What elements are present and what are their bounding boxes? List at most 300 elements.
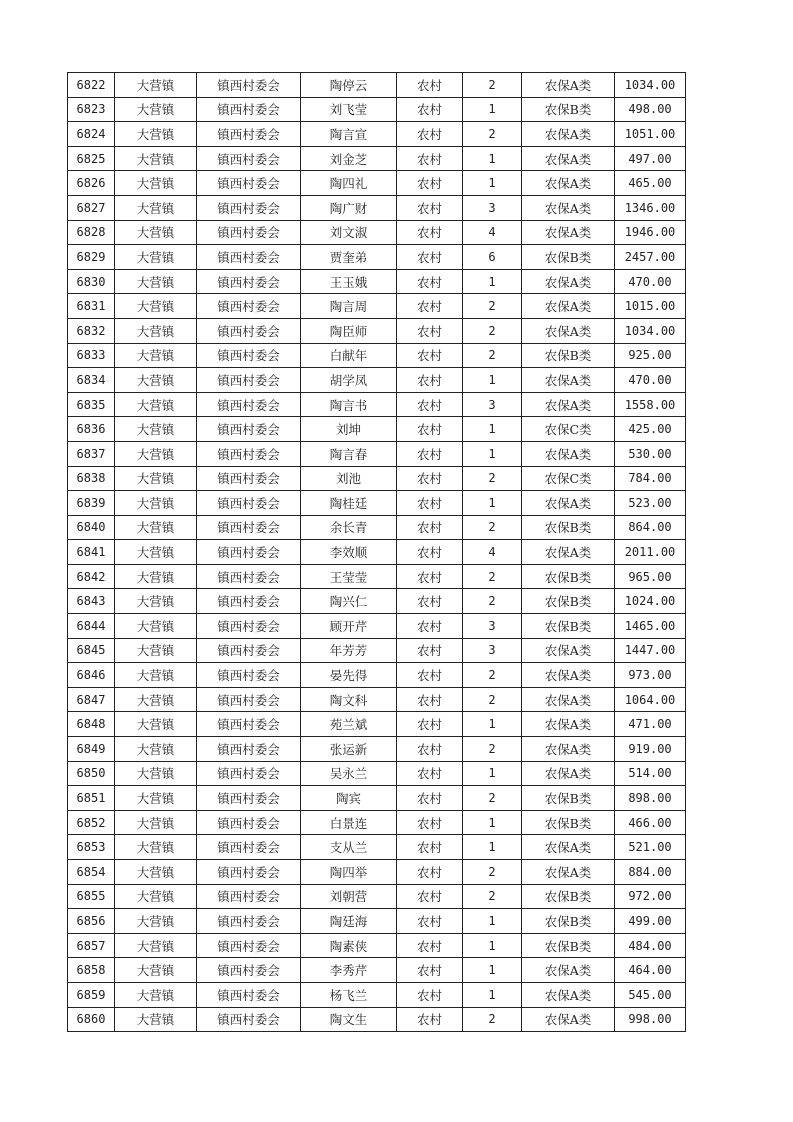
town-cell: 大营镇 <box>115 589 197 614</box>
amount-cell: 919.00 <box>615 737 686 762</box>
town-cell: 大营镇 <box>115 392 197 417</box>
village-committee-cell: 镇西村委会 <box>197 614 301 639</box>
village-committee-cell: 镇西村委会 <box>197 491 301 516</box>
village-committee-cell: 镇西村委会 <box>197 441 301 466</box>
insurance-category-cell: 农保A类 <box>522 638 615 663</box>
insurance-category-cell: 农保B类 <box>522 909 615 934</box>
person-count-cell: 1 <box>463 491 522 516</box>
person-count-cell: 1 <box>463 933 522 958</box>
household-type-cell: 农村 <box>397 933 463 958</box>
name-cell: 陶文生 <box>301 1007 397 1032</box>
insurance-category-cell: 农保C类 <box>522 466 615 491</box>
row-number-cell: 6858 <box>68 958 115 983</box>
person-count-cell: 3 <box>463 638 522 663</box>
household-type-cell: 农村 <box>397 368 463 393</box>
table-row <box>68 958 686 983</box>
table-row <box>68 687 686 712</box>
town-cell: 大营镇 <box>115 909 197 934</box>
person-count-cell: 2 <box>463 687 522 712</box>
village-committee-cell: 镇西村委会 <box>197 392 301 417</box>
name-cell: 余长青 <box>301 515 397 540</box>
household-type-cell: 农村 <box>397 761 463 786</box>
table-row <box>68 441 686 466</box>
table-row <box>68 318 686 343</box>
household-type-cell: 农村 <box>397 122 463 147</box>
name-cell: 李效顺 <box>301 540 397 565</box>
amount-cell: 1015.00 <box>615 294 686 319</box>
town-cell: 大营镇 <box>115 97 197 122</box>
village-committee-cell: 镇西村委会 <box>197 417 301 442</box>
town-cell: 大营镇 <box>115 884 197 909</box>
person-count-cell: 1 <box>463 958 522 983</box>
town-cell: 大营镇 <box>115 491 197 516</box>
village-committee-cell: 镇西村委会 <box>197 1007 301 1032</box>
household-type-cell: 农村 <box>397 884 463 909</box>
row-number-cell: 6826 <box>68 171 115 196</box>
insurance-category-cell: 农保A类 <box>522 294 615 319</box>
town-cell: 大营镇 <box>115 614 197 639</box>
name-cell: 陶言周 <box>301 294 397 319</box>
insurance-category-cell: 农保B类 <box>522 343 615 368</box>
town-cell: 大营镇 <box>115 687 197 712</box>
amount-cell: 466.00 <box>615 810 686 835</box>
amount-cell: 998.00 <box>615 1007 686 1032</box>
insurance-category-cell: 农保A类 <box>522 441 615 466</box>
person-count-cell: 3 <box>463 392 522 417</box>
name-cell: 王莹莹 <box>301 564 397 589</box>
village-committee-cell: 镇西村委会 <box>197 712 301 737</box>
table-row <box>68 835 686 860</box>
village-committee-cell: 镇西村委会 <box>197 687 301 712</box>
name-cell: 白景连 <box>301 810 397 835</box>
town-cell: 大营镇 <box>115 441 197 466</box>
household-type-cell: 农村 <box>397 417 463 442</box>
town-cell: 大营镇 <box>115 171 197 196</box>
table-row <box>68 73 686 98</box>
insurance-category-cell: 农保A类 <box>522 269 615 294</box>
village-committee-cell: 镇西村委会 <box>197 122 301 147</box>
table-row <box>68 269 686 294</box>
row-number-cell: 6860 <box>68 1007 115 1032</box>
insurance-category-cell: 农保B类 <box>522 97 615 122</box>
amount-cell: 1946.00 <box>615 220 686 245</box>
table-row <box>68 97 686 122</box>
town-cell: 大营镇 <box>115 343 197 368</box>
amount-cell: 471.00 <box>615 712 686 737</box>
village-committee-cell: 镇西村委会 <box>197 269 301 294</box>
town-cell: 大营镇 <box>115 737 197 762</box>
name-cell: 陶四礼 <box>301 171 397 196</box>
table-row <box>68 343 686 368</box>
village-committee-cell: 镇西村委会 <box>197 368 301 393</box>
table-row <box>68 564 686 589</box>
name-cell: 刘坤 <box>301 417 397 442</box>
household-type-cell: 农村 <box>397 540 463 565</box>
amount-cell: 1034.00 <box>615 73 686 98</box>
amount-cell: 530.00 <box>615 441 686 466</box>
insurance-category-cell: 农保A类 <box>522 663 615 688</box>
name-cell: 陶停云 <box>301 73 397 98</box>
village-committee-cell: 镇西村委会 <box>197 343 301 368</box>
household-type-cell: 农村 <box>397 786 463 811</box>
amount-cell: 1051.00 <box>615 122 686 147</box>
table-row <box>68 638 686 663</box>
amount-cell: 1034.00 <box>615 318 686 343</box>
row-number-cell: 6855 <box>68 884 115 909</box>
town-cell: 大营镇 <box>115 245 197 270</box>
row-number-cell: 6849 <box>68 737 115 762</box>
name-cell: 胡学凤 <box>301 368 397 393</box>
town-cell: 大营镇 <box>115 638 197 663</box>
name-cell: 白献年 <box>301 343 397 368</box>
household-type-cell: 农村 <box>397 515 463 540</box>
name-cell: 陶宾 <box>301 786 397 811</box>
table-body <box>68 73 686 1032</box>
name-cell: 陶文科 <box>301 687 397 712</box>
name-cell: 顾开芹 <box>301 614 397 639</box>
village-committee-cell: 镇西村委会 <box>197 884 301 909</box>
household-type-cell: 农村 <box>397 220 463 245</box>
village-committee-cell: 镇西村委会 <box>197 860 301 885</box>
name-cell: 刘文淑 <box>301 220 397 245</box>
person-count-cell: 1 <box>463 835 522 860</box>
person-count-cell: 4 <box>463 220 522 245</box>
insurance-category-cell: 农保B类 <box>522 786 615 811</box>
row-number-cell: 6831 <box>68 294 115 319</box>
amount-cell: 884.00 <box>615 860 686 885</box>
table-row <box>68 195 686 220</box>
amount-cell: 2011.00 <box>615 540 686 565</box>
table-row <box>68 712 686 737</box>
amount-cell: 973.00 <box>615 663 686 688</box>
household-type-cell: 农村 <box>397 441 463 466</box>
amount-cell: 514.00 <box>615 761 686 786</box>
table-row <box>68 1007 686 1032</box>
amount-cell: 1558.00 <box>615 392 686 417</box>
name-cell: 年芳芳 <box>301 638 397 663</box>
household-type-cell: 农村 <box>397 564 463 589</box>
name-cell: 刘金芝 <box>301 146 397 171</box>
row-number-cell: 6846 <box>68 663 115 688</box>
row-number-cell: 6834 <box>68 368 115 393</box>
household-type-cell: 农村 <box>397 614 463 639</box>
person-count-cell: 2 <box>463 343 522 368</box>
person-count-cell: 1 <box>463 368 522 393</box>
village-committee-cell: 镇西村委会 <box>197 220 301 245</box>
village-committee-cell: 镇西村委会 <box>197 982 301 1007</box>
table-row <box>68 540 686 565</box>
row-number-cell: 6844 <box>68 614 115 639</box>
name-cell: 陶桂廷 <box>301 491 397 516</box>
person-count-cell: 1 <box>463 441 522 466</box>
table-row <box>68 884 686 909</box>
insurance-category-cell: 农保B类 <box>522 589 615 614</box>
household-type-cell: 农村 <box>397 269 463 294</box>
name-cell: 陶言书 <box>301 392 397 417</box>
row-number-cell: 6833 <box>68 343 115 368</box>
town-cell: 大营镇 <box>115 73 197 98</box>
insurance-category-cell: 农保B类 <box>522 933 615 958</box>
insurance-category-cell: 农保A类 <box>522 318 615 343</box>
row-number-cell: 6850 <box>68 761 115 786</box>
town-cell: 大营镇 <box>115 712 197 737</box>
amount-cell: 1447.00 <box>615 638 686 663</box>
insurance-category-cell: 农保A类 <box>522 860 615 885</box>
amount-cell: 1064.00 <box>615 687 686 712</box>
table-row <box>68 294 686 319</box>
household-type-cell: 农村 <box>397 712 463 737</box>
amount-cell: 1465.00 <box>615 614 686 639</box>
amount-cell: 464.00 <box>615 958 686 983</box>
household-type-cell: 农村 <box>397 1007 463 1032</box>
town-cell: 大营镇 <box>115 195 197 220</box>
insurance-category-cell: 农保A类 <box>522 737 615 762</box>
amount-cell: 470.00 <box>615 269 686 294</box>
household-type-cell: 农村 <box>397 318 463 343</box>
insurance-category-cell: 农保A类 <box>522 491 615 516</box>
household-type-cell: 农村 <box>397 97 463 122</box>
village-committee-cell: 镇西村委会 <box>197 933 301 958</box>
table-row <box>68 663 686 688</box>
name-cell: 王玉娥 <box>301 269 397 294</box>
person-count-cell: 2 <box>463 884 522 909</box>
village-committee-cell: 镇西村委会 <box>197 589 301 614</box>
insurance-category-cell: 农保B类 <box>522 515 615 540</box>
insurance-category-cell: 农保A类 <box>522 171 615 196</box>
household-type-cell: 农村 <box>397 146 463 171</box>
insurance-category-cell: 农保A类 <box>522 761 615 786</box>
person-count-cell: 1 <box>463 417 522 442</box>
row-number-cell: 6823 <box>68 97 115 122</box>
village-committee-cell: 镇西村委会 <box>197 737 301 762</box>
amount-cell: 1024.00 <box>615 589 686 614</box>
row-number-cell: 6827 <box>68 195 115 220</box>
person-count-cell: 2 <box>463 786 522 811</box>
insurance-category-cell: 农保A类 <box>522 195 615 220</box>
village-committee-cell: 镇西村委会 <box>197 466 301 491</box>
village-committee-cell: 镇西村委会 <box>197 663 301 688</box>
insurance-category-cell: 农保A类 <box>522 392 615 417</box>
amount-cell: 1346.00 <box>615 195 686 220</box>
table-row <box>68 982 686 1007</box>
row-number-cell: 6835 <box>68 392 115 417</box>
village-committee-cell: 镇西村委会 <box>197 761 301 786</box>
town-cell: 大营镇 <box>115 220 197 245</box>
row-number-cell: 6845 <box>68 638 115 663</box>
person-count-cell: 2 <box>463 73 522 98</box>
household-type-cell: 农村 <box>397 737 463 762</box>
insurance-category-cell: 农保A类 <box>522 982 615 1007</box>
row-number-cell: 6840 <box>68 515 115 540</box>
name-cell: 杨飞兰 <box>301 982 397 1007</box>
village-committee-cell: 镇西村委会 <box>197 810 301 835</box>
person-count-cell: 2 <box>463 1007 522 1032</box>
insurance-category-cell: 农保A类 <box>522 835 615 860</box>
town-cell: 大营镇 <box>115 663 197 688</box>
town-cell: 大营镇 <box>115 466 197 491</box>
row-number-cell: 6822 <box>68 73 115 98</box>
household-type-cell: 农村 <box>397 835 463 860</box>
name-cell: 吴永兰 <box>301 761 397 786</box>
name-cell: 陶言宣 <box>301 122 397 147</box>
person-count-cell: 6 <box>463 245 522 270</box>
town-cell: 大营镇 <box>115 318 197 343</box>
village-committee-cell: 镇西村委会 <box>197 958 301 983</box>
town-cell: 大营镇 <box>115 982 197 1007</box>
household-type-cell: 农村 <box>397 343 463 368</box>
town-cell: 大营镇 <box>115 1007 197 1032</box>
row-number-cell: 6843 <box>68 589 115 614</box>
amount-cell: 425.00 <box>615 417 686 442</box>
amount-cell: 898.00 <box>615 786 686 811</box>
row-number-cell: 6847 <box>68 687 115 712</box>
household-type-cell: 农村 <box>397 909 463 934</box>
household-type-cell: 农村 <box>397 195 463 220</box>
row-number-cell: 6837 <box>68 441 115 466</box>
table-row <box>68 146 686 171</box>
person-count-cell: 4 <box>463 540 522 565</box>
name-cell: 晏先得 <box>301 663 397 688</box>
person-count-cell: 3 <box>463 614 522 639</box>
amount-cell: 521.00 <box>615 835 686 860</box>
household-type-cell: 农村 <box>397 294 463 319</box>
person-count-cell: 2 <box>463 466 522 491</box>
town-cell: 大营镇 <box>115 146 197 171</box>
person-count-cell: 1 <box>463 97 522 122</box>
town-cell: 大营镇 <box>115 958 197 983</box>
row-number-cell: 6838 <box>68 466 115 491</box>
row-number-cell: 6824 <box>68 122 115 147</box>
person-count-cell: 1 <box>463 761 522 786</box>
person-count-cell: 2 <box>463 564 522 589</box>
row-number-cell: 6854 <box>68 860 115 885</box>
person-count-cell: 2 <box>463 294 522 319</box>
town-cell: 大营镇 <box>115 761 197 786</box>
name-cell: 陶广财 <box>301 195 397 220</box>
person-count-cell: 1 <box>463 810 522 835</box>
amount-cell: 499.00 <box>615 909 686 934</box>
row-number-cell: 6830 <box>68 269 115 294</box>
town-cell: 大营镇 <box>115 368 197 393</box>
table-row <box>68 589 686 614</box>
village-committee-cell: 镇西村委会 <box>197 146 301 171</box>
town-cell: 大营镇 <box>115 860 197 885</box>
table-row <box>68 786 686 811</box>
amount-cell: 972.00 <box>615 884 686 909</box>
row-number-cell: 6852 <box>68 810 115 835</box>
row-number-cell: 6853 <box>68 835 115 860</box>
household-type-cell: 农村 <box>397 245 463 270</box>
insurance-category-cell: 农保B类 <box>522 564 615 589</box>
town-cell: 大营镇 <box>115 417 197 442</box>
household-type-cell: 农村 <box>397 982 463 1007</box>
name-cell: 陶廷海 <box>301 909 397 934</box>
village-committee-cell: 镇西村委会 <box>197 515 301 540</box>
row-number-cell: 6842 <box>68 564 115 589</box>
table-row <box>68 761 686 786</box>
amount-cell: 784.00 <box>615 466 686 491</box>
village-committee-cell: 镇西村委会 <box>197 294 301 319</box>
person-count-cell: 1 <box>463 982 522 1007</box>
household-type-cell: 农村 <box>397 171 463 196</box>
insurance-category-cell: 农保A类 <box>522 712 615 737</box>
insurance-category-cell: 农保A类 <box>522 73 615 98</box>
table-row <box>68 737 686 762</box>
person-count-cell: 1 <box>463 146 522 171</box>
insurance-category-cell: 农保A类 <box>522 958 615 983</box>
village-committee-cell: 镇西村委会 <box>197 786 301 811</box>
insurance-category-cell: 农保B类 <box>522 810 615 835</box>
village-committee-cell: 镇西村委会 <box>197 638 301 663</box>
village-committee-cell: 镇西村委会 <box>197 909 301 934</box>
amount-cell: 465.00 <box>615 171 686 196</box>
table-row <box>68 171 686 196</box>
household-type-cell: 农村 <box>397 589 463 614</box>
name-cell: 陶臣师 <box>301 318 397 343</box>
name-cell: 陶素侠 <box>301 933 397 958</box>
row-number-cell: 6839 <box>68 491 115 516</box>
person-count-cell: 1 <box>463 171 522 196</box>
insurance-category-cell: 农保B类 <box>522 614 615 639</box>
table-row <box>68 810 686 835</box>
insurance-category-cell: 农保C类 <box>522 417 615 442</box>
name-cell: 刘飞莹 <box>301 97 397 122</box>
person-count-cell: 1 <box>463 269 522 294</box>
town-cell: 大营镇 <box>115 540 197 565</box>
household-type-cell: 农村 <box>397 466 463 491</box>
town-cell: 大营镇 <box>115 786 197 811</box>
town-cell: 大营镇 <box>115 269 197 294</box>
amount-cell: 484.00 <box>615 933 686 958</box>
person-count-cell: 2 <box>463 122 522 147</box>
village-committee-cell: 镇西村委会 <box>197 564 301 589</box>
person-count-cell: 1 <box>463 712 522 737</box>
amount-cell: 864.00 <box>615 515 686 540</box>
amount-cell: 497.00 <box>615 146 686 171</box>
town-cell: 大营镇 <box>115 294 197 319</box>
row-number-cell: 6836 <box>68 417 115 442</box>
row-number-cell: 6832 <box>68 318 115 343</box>
village-committee-cell: 镇西村委会 <box>197 97 301 122</box>
village-committee-cell: 镇西村委会 <box>197 171 301 196</box>
name-cell: 陶四举 <box>301 860 397 885</box>
table-row <box>68 614 686 639</box>
person-count-cell: 2 <box>463 589 522 614</box>
insurance-category-cell: 农保A类 <box>522 122 615 147</box>
insurance-category-cell: 农保A类 <box>522 1007 615 1032</box>
household-type-cell: 农村 <box>397 392 463 417</box>
data-table <box>67 72 686 1032</box>
table-row <box>68 491 686 516</box>
table-row <box>68 220 686 245</box>
town-cell: 大营镇 <box>115 835 197 860</box>
person-count-cell: 3 <box>463 195 522 220</box>
row-number-cell: 6848 <box>68 712 115 737</box>
village-committee-cell: 镇西村委会 <box>197 318 301 343</box>
table-row <box>68 417 686 442</box>
table-row <box>68 909 686 934</box>
town-cell: 大营镇 <box>115 564 197 589</box>
household-type-cell: 农村 <box>397 638 463 663</box>
row-number-cell: 6829 <box>68 245 115 270</box>
table-row <box>68 515 686 540</box>
name-cell: 李秀芹 <box>301 958 397 983</box>
household-type-cell: 农村 <box>397 958 463 983</box>
household-type-cell: 农村 <box>397 663 463 688</box>
town-cell: 大营镇 <box>115 810 197 835</box>
insurance-category-cell: 农保B类 <box>522 884 615 909</box>
amount-cell: 965.00 <box>615 564 686 589</box>
